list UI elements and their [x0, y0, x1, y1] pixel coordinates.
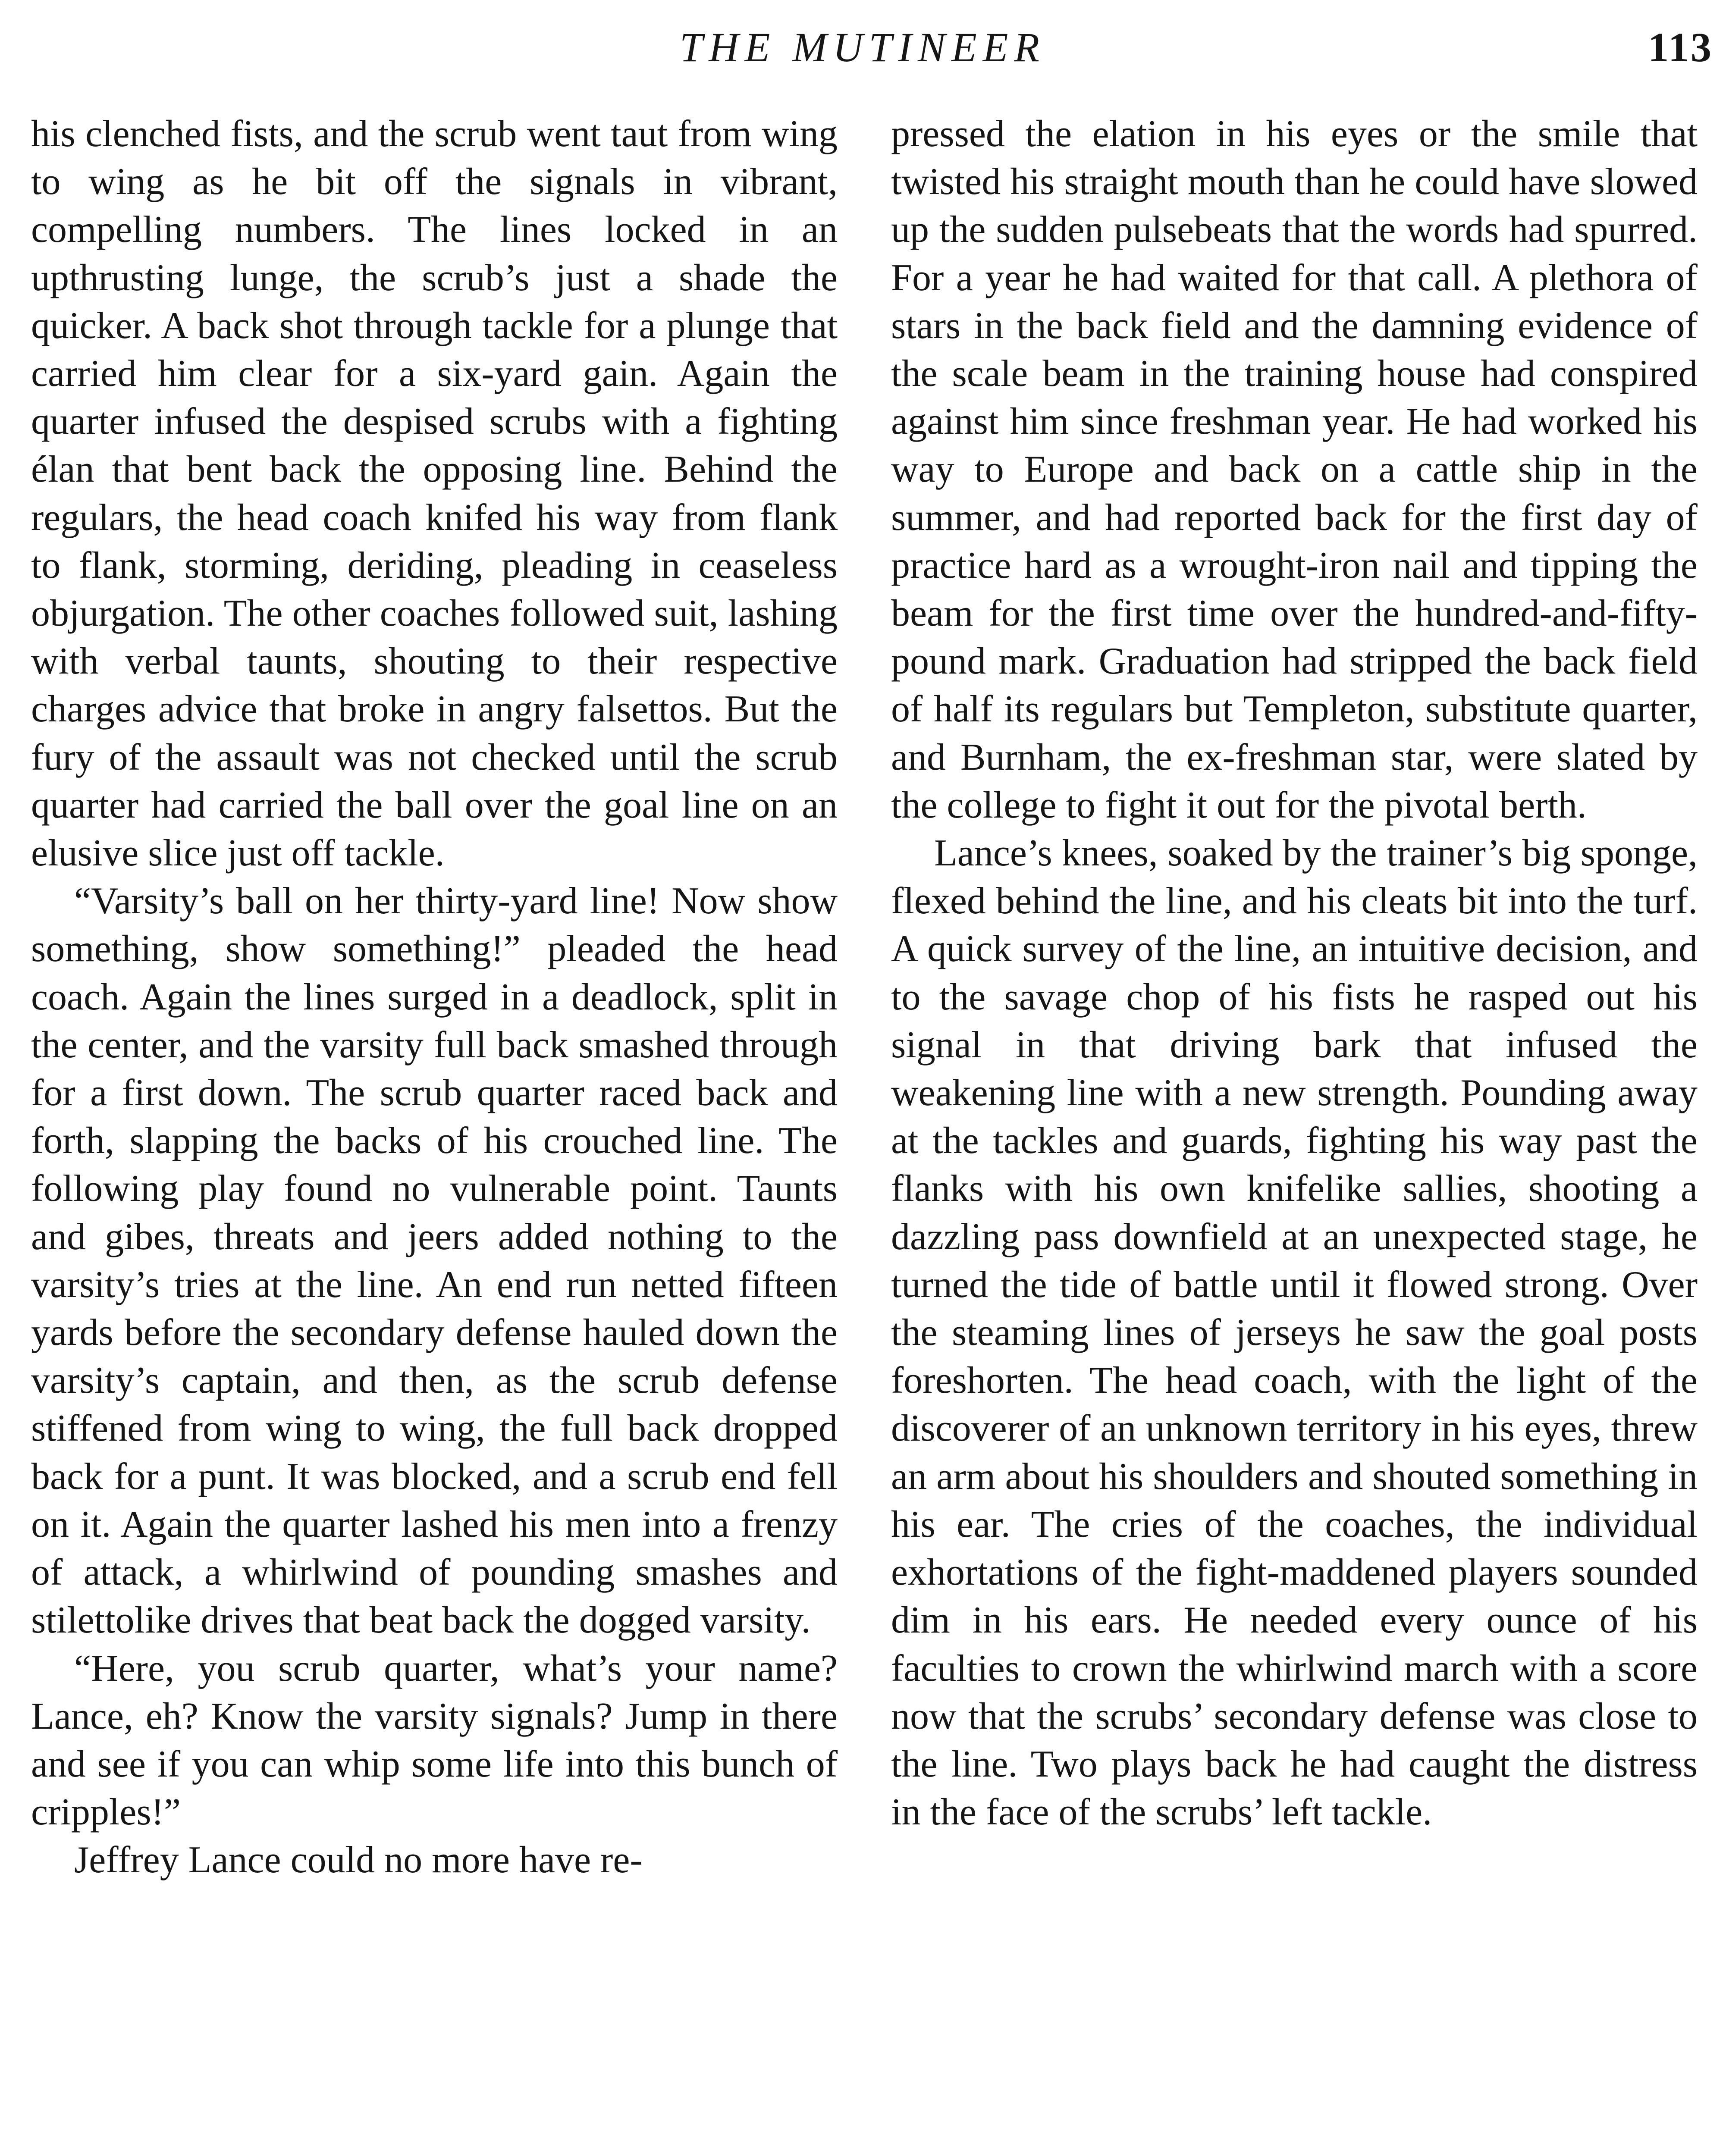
right-paragraph-2: Lance’s knees, soaked by the trainer’s big sponge, flexed behind the line, and his cleats bit into the turf. A quick survey of the line, an intuitive decision, and to the savage chop of his fists he rasped out his signal in that driving bark that infused the weakening line with a new strength. Pounding away at the tackles and guards, fighting his way past the flanks with his own knifelike sallies, shooting a dazzling pass downfield at an unexpected stage, he turned the tide of battle until it flowed strong. Over the steaming lines of jerseys he saw the goal posts foreshorten. The head coach, with the light of the discoverer of an unknown territory in his eyes, threw an arm about his shoulders and shouted something in his ear. The cries of the coaches, the individual exhortations of the fight-maddened players sounded dim in his ears. He needed every ounce of his faculties to crown the whirlwind march with a score now that the scrubs’ secondary defense was close to the line. Two plays back he had caught the distress in the face of the scrubs’ left tackle.	[891, 832, 1698, 1833]
running-title: THE MUTINEER	[680, 24, 1045, 70]
left-paragraph-2: “Varsity’s ball on her thirty-yard line! Now show something, show something!” pleaded the head coach. Again the lines surged in a deadlock, split in the center, and the varsity full back smashed through for a first down. The scrub quarter raced back and forth, slapping the backs of his crouched line. The following play found no vulnerable point. Taunts and gibes, threats and jeers added nothing to the varsity’s tries at the line. An end run netted fifteen yards before the secondary defense hauled down the varsity’s captain, and then, as the scrub defense stiffened from wing to wing, the full back dropped back for a punt. It was blocked, and a scrub end fell on it. Again the quarter lashed his men into a frenzy of attack, a whirlwind of pounding smashes and stilettolike drives that beat back the dogged varsity.	[31, 880, 838, 1642]
left-column	[31, 110, 838, 1884]
left-paragraph-3: “Here, you scrub quarter, what’s your name? Lance, eh? Know the varsity signals? Jump in there and see if you can whip some life into this bunch of cripples!”	[31, 1647, 838, 1833]
left-paragraph-1: his clenched fists, and the scrub went taut from wing to wing as he bit off the signals in vibrant, compelling numbers. The lines locked in an upthrusting lunge, the scrub’s just a shade the quicker. A back shot through tackle for a plunge that carried him clear for a six-yard gain. Again the quarter infused the despised scrubs with a fighting élan that bent back the opposing line. Behind the regulars, the head coach knifed his way from flank to flank, storming, deriding, pleading in ceaseless objurgation. The other coaches followed suit, lashing with verbal taunts, shouting to their respective charges advice that broke in angry falsettos. But the fury of the assault was not checked until the scrub quarter had carried the ball over the goal line on an elusive slice just off tackle.	[31, 113, 838, 874]
right-paragraph-1: pressed the elation in his eyes or the smile that twisted his straight mouth than he could have slowed up the sudden pulsebeats that the words had spurred. For a year he had waited for that call. A plethora of stars in the back field and the damning evidence of the scale beam in the training house had conspired against him since freshman year. He had worked his way to Europe and back on a cattle ship in the summer, and had reported back for the first day of practice hard as a wrought-iron nail and tipping the beam for the first time over the hundred-and-fifty-pound mark. Graduation had stripped the back field of half its regulars but Templeton, substitute quarter, and Burnham, the ex-freshman star, were slated by the college to fight it out for the pivotal berth.	[891, 113, 1698, 826]
right-column	[891, 110, 1698, 1836]
left-paragraph-4: Jeffrey Lance could no more have re-	[74, 1839, 643, 1881]
running-head	[0, 17, 1726, 78]
page-number: 113	[1648, 24, 1713, 70]
